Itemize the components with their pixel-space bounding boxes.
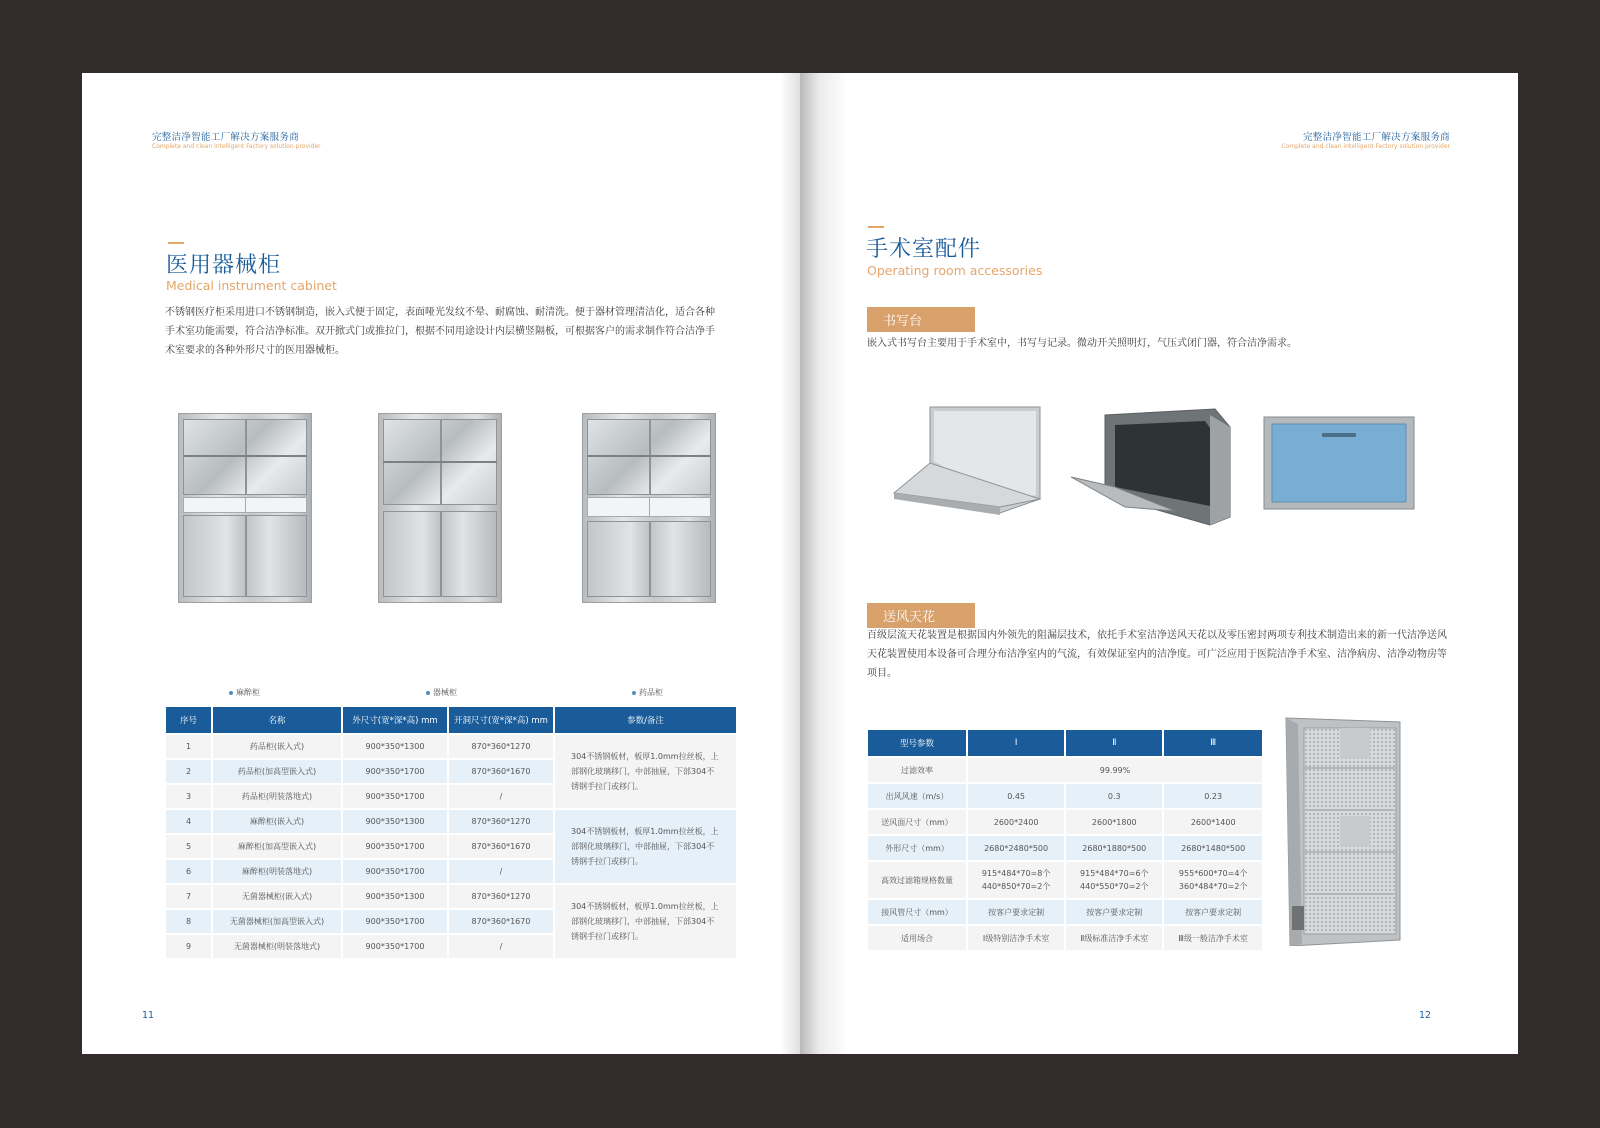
cell-outer: 900*350*1700 [343, 835, 447, 858]
table-row [166, 810, 736, 833]
cell-label: 过滤效率 [868, 758, 966, 782]
col-header-name: 名称 [213, 707, 341, 733]
header-company-en-right: Complete and clean intelligent Factory solution provider [1281, 143, 1450, 150]
desk-image-closed [1262, 415, 1416, 513]
cell-hole: 870*360*1670 [449, 835, 553, 858]
cell-no: 2 [166, 760, 211, 783]
cell-label: 送风面尺寸（mm） [868, 810, 966, 834]
cell-name: 药品柜(嵌入式) [213, 735, 341, 758]
cell-label: 出风风速（m/s） [868, 784, 966, 808]
cell-hole: 870*360*1670 [449, 910, 553, 933]
col-header-param: 型号参数 [868, 730, 966, 756]
cell-outer: 900*350*1700 [343, 910, 447, 933]
cell-hole: 870*360*1270 [449, 885, 553, 908]
cell-value: 按客户要求定制 [968, 900, 1064, 924]
cell-value: 2600*2400 [968, 810, 1064, 834]
cabinet-image-instrument [378, 413, 502, 603]
ceiling-unit-image [1280, 716, 1404, 946]
cell-name: 无菌器械柜(加高型嵌入式) [213, 910, 341, 933]
cell-no: 8 [166, 910, 211, 933]
desk-image-open [890, 403, 1050, 523]
cell-outer: 900*350*1700 [343, 935, 447, 958]
cell-value: 0.23 [1164, 784, 1262, 808]
cell-name: 无菌器械柜(明装落地式) [213, 935, 341, 958]
caption-instrument: 器械柜 [426, 687, 457, 698]
page-subtitle: Medical instrument cabinet [166, 278, 337, 293]
cell-value: 2600*1400 [1164, 810, 1262, 834]
desk-section-tag: 书写台 [867, 307, 975, 332]
table-row [868, 784, 1262, 808]
ceiling-section-tag: 送风天花 [867, 603, 975, 628]
spine-shadow-left [780, 73, 800, 1054]
cell-outer: 900*350*1700 [343, 860, 447, 883]
cell-value: Ⅱ级标准洁净手术室 [1066, 926, 1162, 950]
cell-outer: 900*350*1700 [343, 785, 447, 808]
col-header-type2: Ⅱ [1066, 730, 1162, 756]
table-row [868, 836, 1262, 860]
title-accent-dash [168, 242, 184, 244]
cell-name: 药品柜(加高型嵌入式) [213, 760, 341, 783]
caption-bullet-icon [426, 691, 430, 695]
cell-no: 1 [166, 735, 211, 758]
cell-outer: 900*350*1700 [343, 760, 447, 783]
table-row [166, 885, 736, 908]
cell-value: 按客户要求定制 [1164, 900, 1262, 924]
col-header-hole: 开洞尺寸(宽*深*高) mm [449, 707, 553, 733]
spine-shadow-right [800, 73, 848, 1054]
cabinet-image-anesthesia [178, 413, 312, 603]
cell-value: 按客户要求定制 [1066, 900, 1162, 924]
desk-image-recessed [1065, 407, 1235, 527]
cell-value: 915*484*70=8个 440*850*70=2个 [968, 862, 1064, 898]
cell-value: 2600*1800 [1066, 810, 1162, 834]
cell-note: 304不锈钢板材，板厚1.0mm拉丝板，上部钢化玻璃移门，中部抽屉，下部304不锈钢手拉门或移门。 [555, 735, 736, 808]
ceiling-spec-table [866, 728, 1264, 952]
cell-value: 0.3 [1066, 784, 1162, 808]
cell-no: 3 [166, 785, 211, 808]
caption-anesthesia: 麻醉柜 [229, 687, 260, 698]
table-row [868, 810, 1262, 834]
cell-no: 5 [166, 835, 211, 858]
caption-medicine: 药品柜 [632, 687, 663, 698]
page-title: 医用器械柜 [166, 253, 282, 278]
cell-value: 955*600*70=4个 360*484*70=2个 [1164, 862, 1262, 898]
page-title-right: 手术室配件 [866, 237, 982, 262]
cell-value: 0.45 [968, 784, 1064, 808]
cabinet-spec-table [164, 705, 738, 960]
cell-name: 麻醉柜(嵌入式) [213, 810, 341, 833]
table-header-row [868, 730, 1262, 756]
cell-note: 304不锈钢板材，板厚1.0mm拉丝板，上部钢化玻璃移门，中部抽屉，下部304不锈钢手拉门或移门。 [555, 885, 736, 958]
col-header-type1: Ⅰ [968, 730, 1064, 756]
cell-value: 2680*1480*500 [1164, 836, 1262, 860]
cell-hole: / [449, 935, 553, 958]
cell-hole: 870*360*1270 [449, 810, 553, 833]
page-subtitle-right: Operating room accessories [867, 263, 1043, 278]
col-header-notes: 参数/备注 [555, 707, 736, 733]
cell-value: Ⅲ级一般洁净手术室 [1164, 926, 1262, 950]
cell-outer: 900*350*1300 [343, 735, 447, 758]
cell-name: 无菌器械柜(嵌入式) [213, 885, 341, 908]
cell-hole: 870*360*1670 [449, 760, 553, 783]
ceiling-description: 百级层流天花装置是根据国内外领先的阻漏层技术，依托手术室洁净送风天花以及零压密封两项专利技术制造出来的新一代洁净送风天花装置使用本设备可合理分布洁净室内的气流，有效保证室内的洁净度。可广泛应用于医院洁净手术室、洁净病房、洁净动物房等项目。 [867, 630, 1447, 679]
cell-name: 麻醉柜(加高型嵌入式) [213, 835, 341, 858]
cell-outer: 900*350*1300 [343, 885, 447, 908]
header-company-en: Complete and clean intelligent Factory solution provider [152, 143, 321, 150]
cell-label: 高效过滤箱规格数量 [868, 862, 966, 898]
table-row [868, 926, 1262, 950]
cell-value: 2680*1880*500 [1066, 836, 1162, 860]
caption-bullet-icon [229, 691, 233, 695]
cell-no: 6 [166, 860, 211, 883]
left-page [82, 73, 800, 1054]
cell-label: 外形尺寸（mm） [868, 836, 966, 860]
cell-no: 4 [166, 810, 211, 833]
intro-paragraph: 不锈钢医疗柜采用进口不锈钢制造，嵌入式便于固定，表面哑光发纹不晕、耐腐蚀、耐清洗。便于器材管理清洁化，适合各种手术室功能需要，符合洁净标准。双开掀式门或推拉门，根据不同用途设计内层横竖隔板，可根据客户的需求制作符合洁净手术室要求的各种外形尺寸的医用器械柜。 [165, 307, 715, 356]
table-row [868, 758, 1262, 782]
cell-hole: / [449, 860, 553, 883]
cell-efficiency: 99.99% [968, 758, 1262, 782]
cell-value: Ⅰ级特别洁净手术室 [968, 926, 1064, 950]
title-accent-dash [868, 226, 884, 228]
page-number-right: 12 [1419, 1010, 1432, 1021]
col-header-no: 序号 [166, 707, 211, 733]
cell-note: 304不锈钢板材，板厚1.0mm拉丝板，上部钢化玻璃移门，中部抽屉，下部304不锈钢手拉门或移门。 [555, 810, 736, 883]
cell-no: 7 [166, 885, 211, 908]
table-header-row [166, 707, 736, 733]
col-header-outer: 外尺寸(宽*深*高) mm [343, 707, 447, 733]
cell-value: 2680*2480*500 [968, 836, 1064, 860]
right-page [800, 73, 1518, 1054]
cell-no: 9 [166, 935, 211, 958]
cell-label: 适用场合 [868, 926, 966, 950]
header-company-cn: 完整洁净智能工厂解决方案服务商 [152, 132, 300, 143]
cell-name: 麻醉柜(明装落地式) [213, 860, 341, 883]
cabinet-image-medicine [582, 413, 716, 603]
cell-value: 915*484*70=6个 440*550*70=2个 [1066, 862, 1162, 898]
page-number-left: 11 [142, 1010, 155, 1021]
cell-outer: 900*350*1300 [343, 810, 447, 833]
table-row [868, 862, 1262, 898]
cell-label: 接风管尺寸（mm） [868, 900, 966, 924]
table-row [868, 900, 1262, 924]
cell-name: 药品柜(明装落地式) [213, 785, 341, 808]
col-header-type3: Ⅲ [1164, 730, 1262, 756]
table-row [166, 735, 736, 758]
desk-description: 嵌入式书写台主要用于手术室中，书写与记录。微动开关照明灯，气压式闭门器，符合洁净需求。 [867, 338, 1297, 349]
header-company-cn-right: 完整洁净智能工厂解决方案服务商 [1302, 132, 1450, 143]
caption-bullet-icon [632, 691, 636, 695]
cell-hole: / [449, 785, 553, 808]
cell-hole: 870*360*1270 [449, 735, 553, 758]
